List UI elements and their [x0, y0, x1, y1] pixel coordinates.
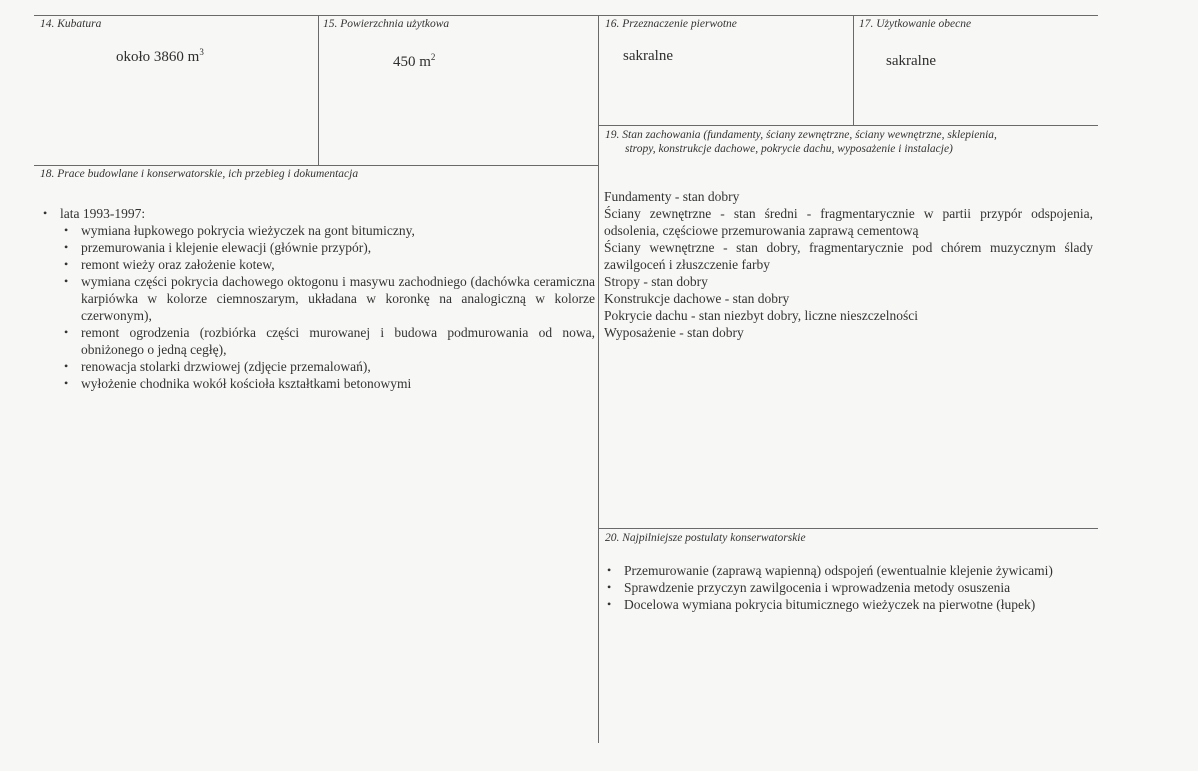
list-item: • przemurowania i klejenie elewacji (głównie przypór), [81, 239, 595, 256]
divider-16-17 [853, 15, 854, 125]
list-item: • remont wieży oraz założenie kotew, [81, 256, 595, 273]
list-item: • wymiana łupkowego pokrycia wieżyczek na gont bitumiczny, [81, 222, 595, 239]
top-rule [34, 15, 1098, 16]
cell-17-label: 17. Użytkowanie obecne [859, 18, 972, 30]
rule-20 [598, 528, 1098, 529]
works-list [81, 222, 595, 392]
cell-14-label: 14. Kubatura [40, 18, 102, 30]
postulates-list [603, 562, 1098, 613]
condition-line: Stropy - stan dobry [604, 274, 708, 289]
cell-16-label: 16. Przeznaczenie pierwotne [605, 18, 737, 30]
cell-14-unit-exp: 3 [199, 47, 204, 57]
section-19-label [605, 128, 997, 156]
section-18-content [40, 205, 595, 392]
condition-line: Konstrukcje dachowe - stan dobry [604, 291, 790, 306]
cell-17-value: sakralne [886, 53, 936, 69]
section-20-content [603, 562, 1098, 613]
section-20-label: 20. Najpilniejsze postulaty konserwatorskie [605, 532, 806, 544]
condition-line: Pokrycie dachu - stan niezbyt dobry, liczne nieszczelności [604, 308, 919, 323]
section-19-label-line2: stropy, konstrukcje dachowe, pokrycie dachu, wyposażenie i instalacje) [625, 143, 953, 155]
condition-line: Ściany wewnętrzne - stan dobry, fragmentarycznie pod chórem muzycznym ślady zawilgoceń i złuszczenie farby [604, 240, 1093, 272]
rule-19 [598, 125, 1098, 126]
cell-14-value-text: około 3860 m [116, 49, 200, 65]
condition-line: Fundamenty - stan dobry [604, 189, 740, 204]
cell-15-unit-exp: 2 [430, 52, 436, 62]
cell-15-value [393, 52, 435, 71]
section-19-label-line1: 19. Stan zachowania (fundamenty, ściany zewnętrzne, ściany wewnętrzne, sklepienia, [605, 129, 997, 141]
condition-line: Ściany zewnętrzne - stan średni - fragmentarycznie w partii przypór odspojenia, odsolenia, częściowe przemurowania zaprawą cementową [604, 206, 1093, 238]
divider-14-15 [318, 15, 319, 165]
list-item: • remont ogrodzenia (rozbiórka części murowanej i budowa podmurowania od nowa, obniżonego o jedną cegłę), [81, 324, 595, 358]
list-item: • wyłożenie chodnika wokół kościoła kształtkami betonowymi [81, 375, 595, 392]
cell-14-value [116, 47, 204, 66]
list-item: • Sprawdzenie przyczyn zawilgocenia i wprowadzenia metody osuszenia [603, 579, 1098, 596]
rule-18 [34, 165, 598, 166]
condition-line: Wyposażenie - stan dobry [604, 325, 744, 340]
list-item: • renowacja stolarki drzwiowej (zdjęcie przemalowań), [81, 358, 595, 375]
list-item: • wymiana części pokrycia dachowego oktogonu i masywu zachodniego (dachówka ceramiczna karpiówka w kolorze ciemnoszarym, układana w koronkę na analogiczną w kolorze czerwonym), [81, 273, 595, 324]
cell-15-value-text: 450 m [393, 54, 431, 70]
section-18-label: 18. Prace budowlane i konserwatorskie, ich przebieg i dokumentacja [40, 168, 359, 180]
section-19-content [604, 188, 1093, 341]
cell-16-value: sakralne [623, 48, 673, 64]
cell-15-label: 15. Powierzchnia użytkowa [323, 18, 450, 30]
list-item: • Przemurowanie (zaprawą wapienną) odspojeń (ewentualnie klejenie żywicami) [603, 562, 1098, 579]
list-item: • Docelowa wymiana pokrycia bitumicznego wieżyczek na pierwotne (łupek) [603, 596, 1098, 613]
period-item: • lata 1993-1997: [40, 205, 595, 222]
